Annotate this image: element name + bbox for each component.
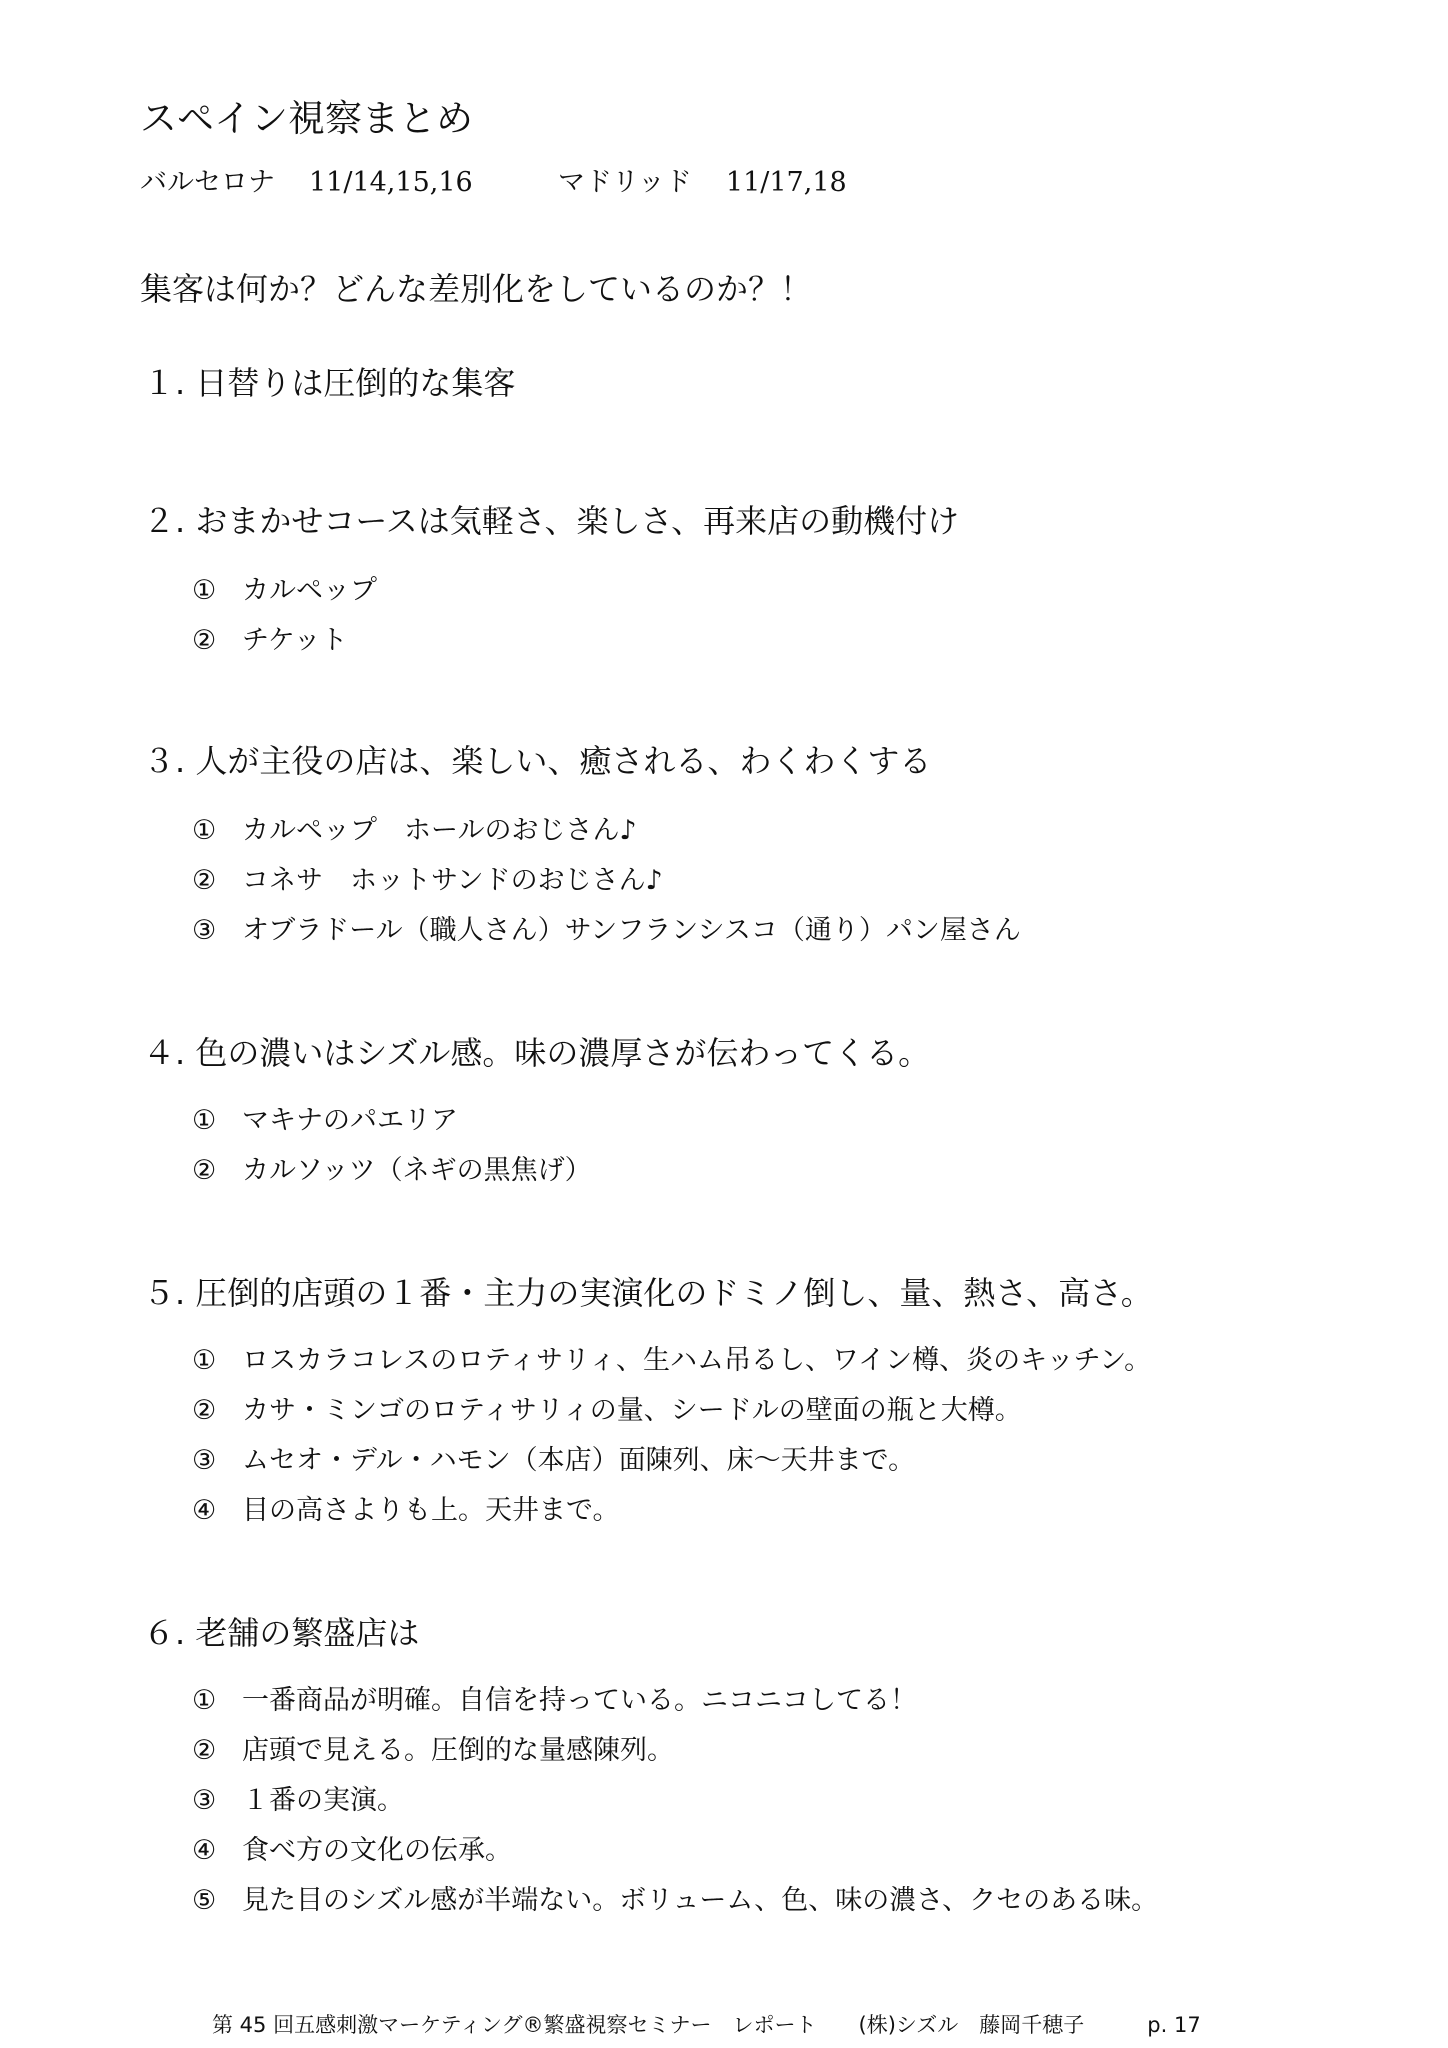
item-text: マキナのパエリア (242, 1105, 458, 1136)
list-item (192, 1148, 592, 1187)
item-number: ② (192, 625, 217, 656)
item-text: カサ・ミンゴのロティサリィの量、シードルの壁面の瓶と大樽。 (242, 1395, 1022, 1426)
madrid-dates (558, 160, 847, 199)
item-number: ① (192, 815, 217, 846)
item-number: ④ (192, 1495, 217, 1526)
item-text: カルソッツ（ネギの黒焦げ） (242, 1155, 592, 1186)
list-item (192, 1728, 674, 1767)
madrid-city: マドリッド (558, 167, 692, 198)
item-number: ② (192, 865, 217, 896)
list-item (192, 1338, 1151, 1377)
list-item (192, 568, 377, 607)
item-number: ③ (192, 1785, 217, 1816)
item-text: ムセオ・デル・ハモン（本店）面陳列、床～天井まで。 (242, 1445, 916, 1476)
item-text: １番の実演。 (242, 1785, 404, 1816)
item-text: 見た目のシズル感が半端ない。ボリューム、色、味の濃さ、クセのある味。 (242, 1885, 1159, 1916)
item-number: ② (192, 1395, 217, 1426)
list-item (192, 1098, 458, 1137)
item-number: ② (192, 1735, 217, 1766)
item-text: チケット (242, 625, 348, 656)
section-5-heading: ５. 圧倒的店頭の１番・主力の実演化のドミノ倒し、量、熱さ、高さ。 (143, 1274, 1153, 1312)
list-item (192, 1438, 915, 1477)
item-text: 食べ方の文化の伝承。 (242, 1835, 512, 1866)
list-item (192, 1388, 1022, 1427)
item-number: ① (192, 1685, 217, 1716)
item-text: オブラドール（職人さん）サンフランシスコ（通り）パン屋さん (242, 915, 1021, 946)
list-item (192, 908, 1021, 947)
item-number: ① (192, 575, 217, 606)
item-text: カルペップ ホールのおじさん♪ (242, 815, 637, 846)
section-4-heading: ４. 色の濃いはシズル感。味の濃厚さが伝わってくる。 (143, 1034, 931, 1072)
key-question: 集客は何か？どんな差別化をしているのか？！ (140, 270, 813, 308)
list-item (192, 808, 637, 847)
item-number: ⑤ (192, 1885, 217, 1916)
item-number: ① (192, 1345, 217, 1376)
item-text: 一番商品が明確。自信を持っている。ニコニコしてる！ (242, 1685, 917, 1716)
list-item (192, 1878, 1158, 1917)
list-item (192, 1678, 917, 1717)
item-number: ④ (192, 1835, 217, 1866)
list-item (192, 858, 663, 897)
item-number: ③ (192, 1445, 217, 1476)
list-item (192, 1488, 619, 1527)
section-1-heading: １. 日替りは圧倒的な集客 (143, 364, 516, 402)
list-item (192, 1828, 512, 1867)
page-title: スペイン視察まとめ (140, 97, 473, 140)
item-number: ③ (192, 915, 217, 946)
section-6-heading: ６. 老舗の繁盛店は (143, 1614, 420, 1652)
item-text: コネサ ホットサンドのおじさん♪ (242, 865, 663, 896)
item-text: ロスカラコレスのロティサリィ、生ハム吊るし、ワイン樽、炎のキッチン。 (242, 1345, 1152, 1376)
list-item (192, 1778, 404, 1817)
section-2-heading: ２. おまかせコースは気軽さ、楽しさ、再来店の動機付け (143, 502, 960, 540)
page-footer: 第 45 回五感刺激マーケティング®繁盛視察セミナー レポート (株)シズル 藤岡千穂子 p. 17 (212, 2013, 1201, 2037)
barcelona-days: 11/14,15,16 (309, 167, 473, 198)
item-text: 目の高さよりも上。天井まで。 (242, 1495, 620, 1526)
item-number: ② (192, 1155, 217, 1186)
list-item (192, 618, 348, 657)
item-text: 店頭で見える。圧倒的な量感陳列。 (242, 1735, 674, 1766)
barcelona-dates (140, 160, 473, 199)
barcelona-city: バルセロナ (140, 167, 275, 198)
madrid-days: 11/17,18 (725, 167, 847, 198)
section-3-heading: ３. 人が主役の店は、楽しい、癒される、わくわくする (143, 742, 932, 780)
item-number: ① (192, 1105, 217, 1136)
item-text: カルペップ (242, 575, 377, 606)
